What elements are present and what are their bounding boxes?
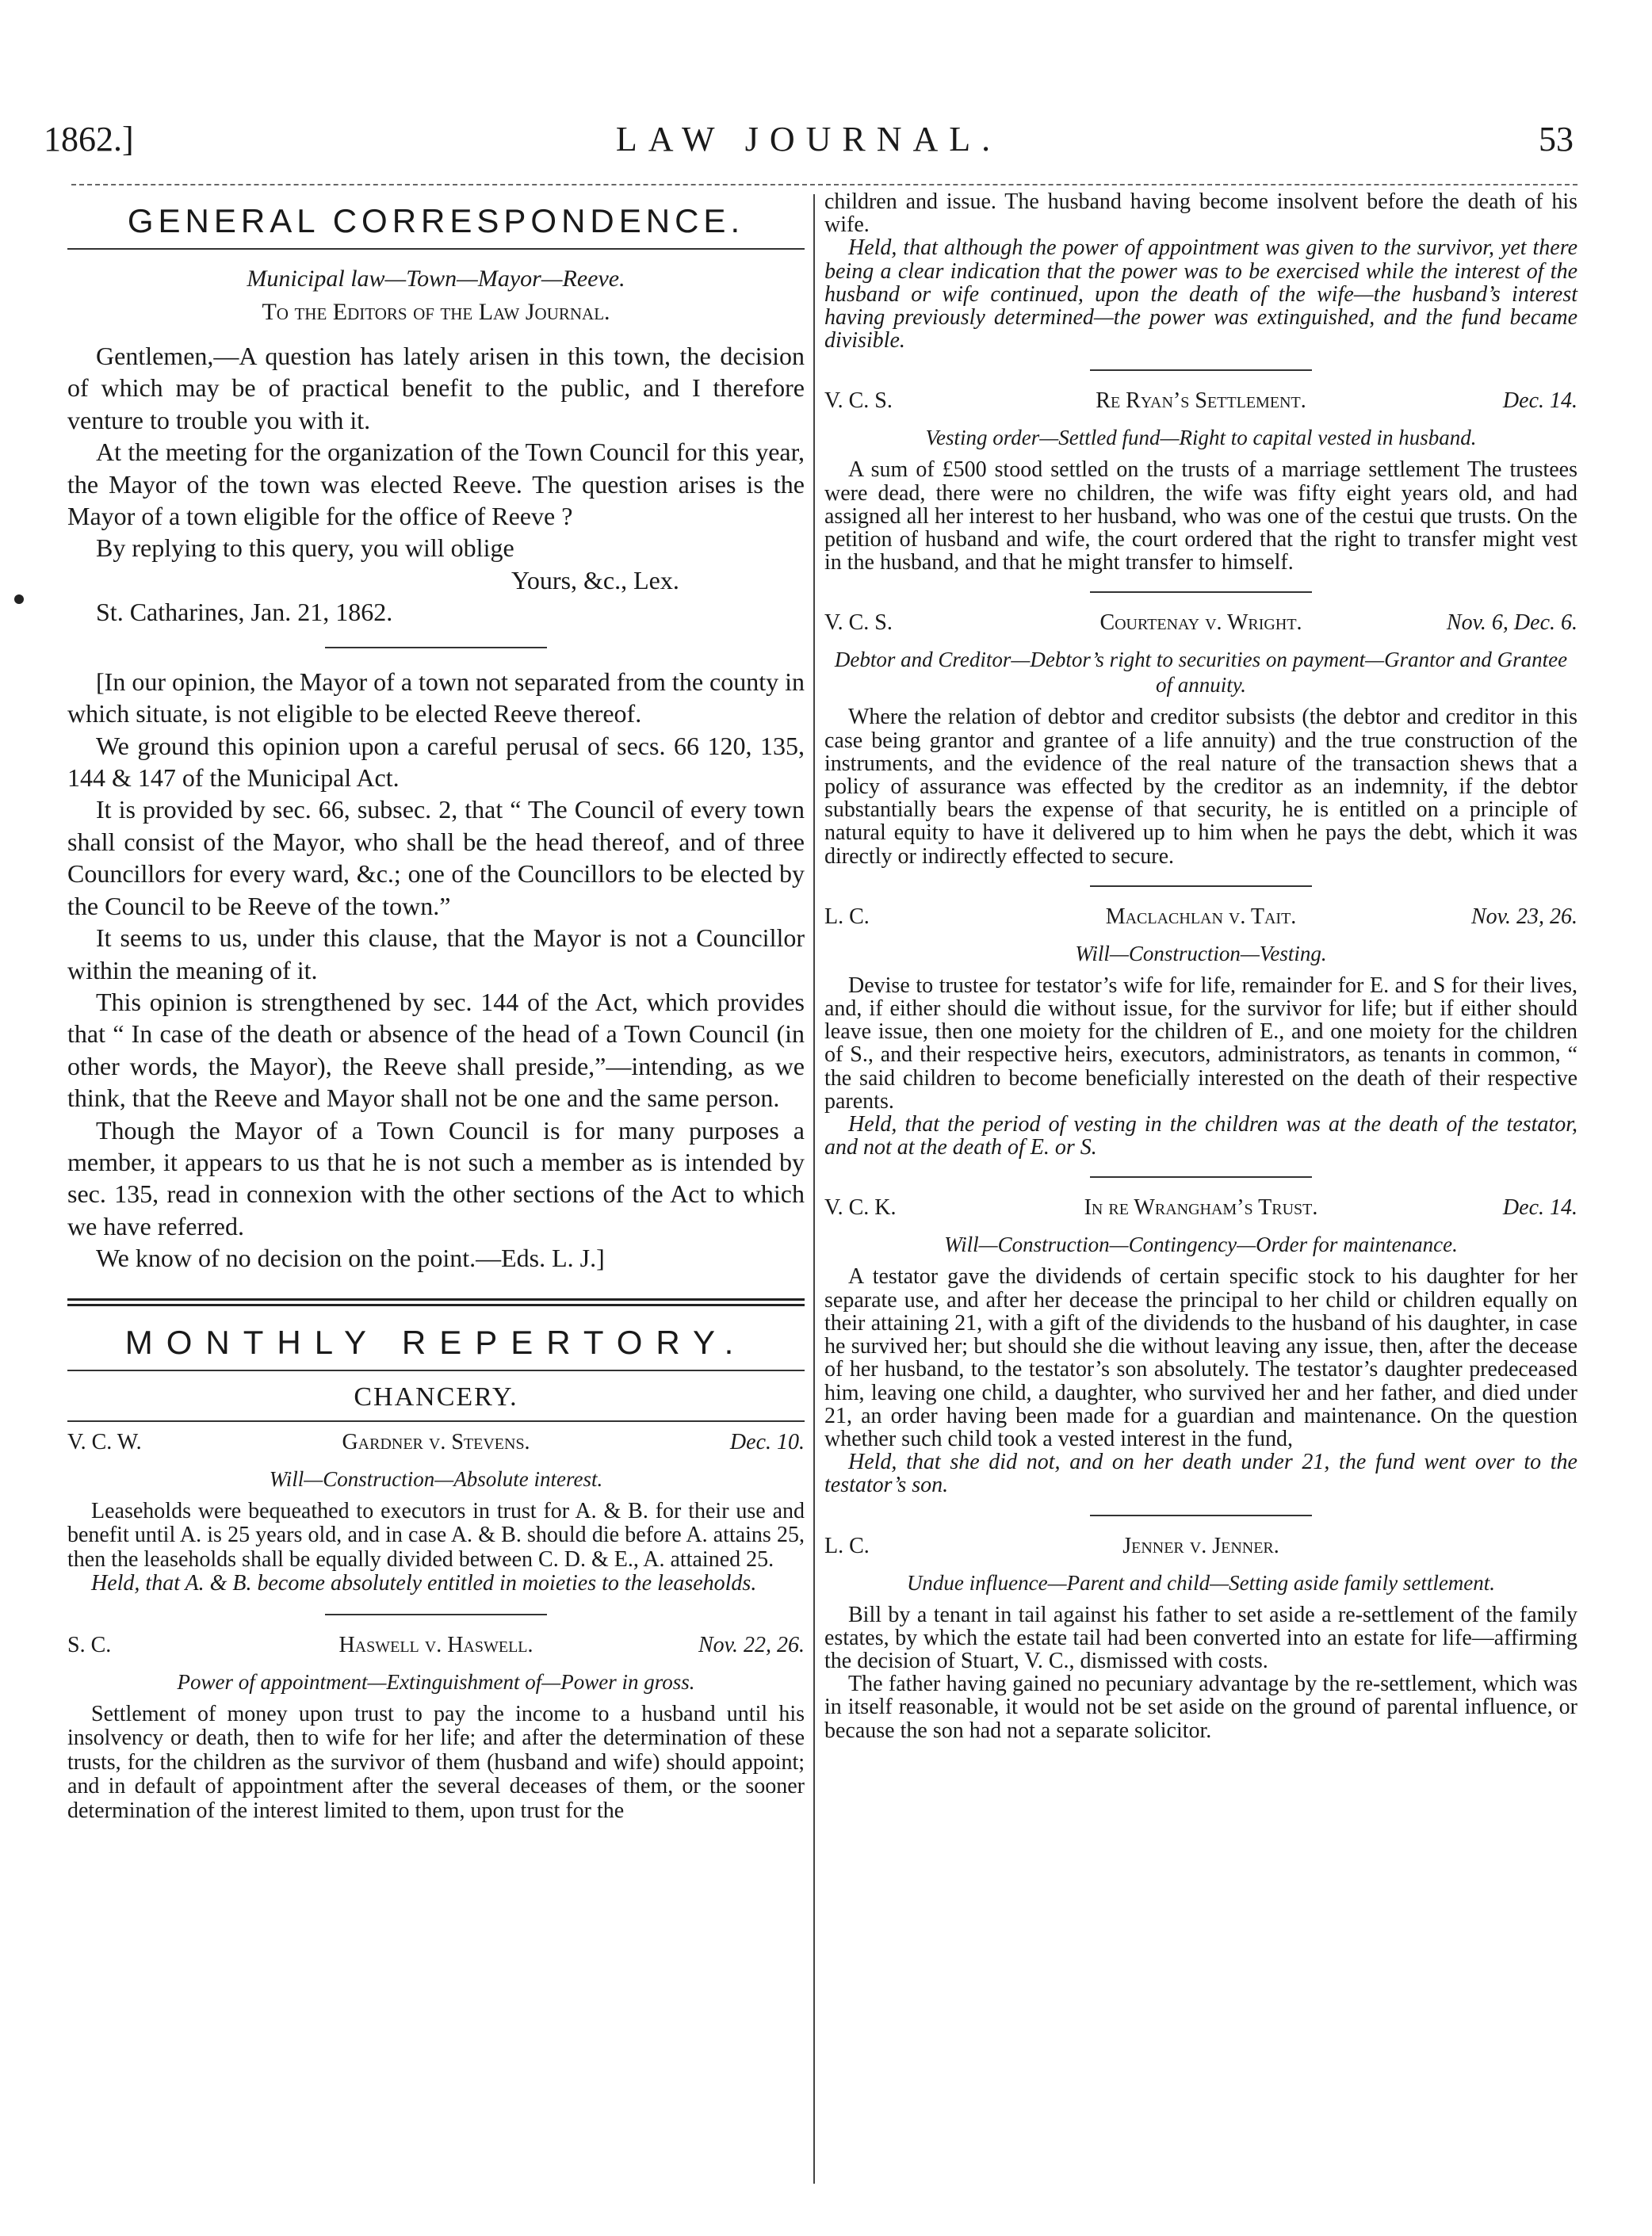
case-holding: Held, that the period of vesting in the children was at the death of the testator, and not at the death of E. or S. [824, 1112, 1577, 1160]
monthly-repertory-heading: MONTHLY REPERTORY. [124, 1323, 748, 1361]
right-column [824, 190, 1577, 1742]
case-parties: Jenner v. Jenner. [1122, 1533, 1279, 1558]
case-header [824, 610, 1577, 644]
case-header [67, 1633, 805, 1666]
ink-dot [14, 594, 24, 604]
case-header [824, 904, 1577, 938]
section-rule [67, 248, 805, 250]
case-paragraph: Leaseholds were bequeathed to executors in trust for A. & B. for their use and benefit until A. is 25 years old, and in case A. & B. should die before A. attains 25, then the leaseholds shall be equally divided between C. D. & E., A. attained 25. [67, 1498, 805, 1572]
case-date: Nov. 6, Dec. 6. [1446, 610, 1577, 636]
case-rule [1090, 1515, 1312, 1516]
column-divider [813, 194, 815, 2184]
case-paragraph: Settlement of money upon trust to pay the income to a husband until his insolvency or death, then to wife for her life; and after the determination of these trusts, for the children as the survivor of them (husband and wife) should appoint; and in default of appointment after the several deceases of them, or the sooner determination of the interest limited to them, upon trust for the [67, 1701, 805, 1823]
case-rule [1090, 1176, 1312, 1178]
header-rule [71, 184, 1577, 185]
header-title: LAW JOURNAL. [615, 120, 1002, 159]
case-rule [325, 1614, 547, 1615]
case-paragraph: Devise to trustee for testator’s wife for life, remainder for E. and S for their lives, and, if either should die without issue, for the survivor for life; but if either should leave issue, then one moiety for the children of E., and one moiety for the children of S., and their respective heirs, executors, administrators, as tenants in common, “ the said children to become beneficially interested on the death of their respective parents. [824, 973, 1577, 1114]
case-court: L. C. [824, 904, 870, 929]
case-subtitle: Will—Construction—Contingency—Order for maintenance. [944, 1233, 1458, 1257]
case-paragraph: The father having gained no pecuniary advantage by the re-settlement, which was in itself reasonable, it would not be set aside on the ground of parental influence, or because the son had not a separate solicitor. [824, 1672, 1577, 1743]
editor-reply-paragraph: This opinion is strengthened by sec. 144 of the Act, which provides that “ In case of the death or absence of the head of a Town Council (in other words, the Mayor), the Reeve shall preside,”—intending, as we think, that the Reeve and Mayor shall not be one and the same person. [67, 987, 805, 1113]
case-parties: Haswell v. Haswell. [338, 1632, 533, 1657]
section-double-rule [67, 1298, 805, 1306]
case-subtitle: Will—Construction—Absolute interest. [269, 1466, 603, 1491]
case-court: V. C. S. [824, 610, 893, 636]
letter-paragraph: By replying to this query, you will oblige [96, 533, 514, 563]
case-court: S. C. [67, 1632, 112, 1657]
editor-reply-paragraph: We ground this opinion upon a careful perusal of secs. 66 120, 135, 144 & 147 of the Municipal Act. [67, 731, 805, 793]
case-paragraph: A sum of £500 stood settled on the trusts of a marriage settlement The trustees were dead, there were no children, the wife was fifty eight years old, and had assigned all her interest to her husband, who was one of the cestui que trusts. On the petition of husband and wife, the court ordered that the right to transfer might vest in the husband, and that he might transfer to himself. [824, 457, 1577, 575]
case-holding: Held, that A. & B. become absolutely entitled in moieties to the leaseholds. [91, 1571, 757, 1596]
case-date: Dec. 14. [1502, 1195, 1577, 1221]
letter-paragraph: At the meeting for the organization of the Town Council for this year, the Mayor of the town was elected Reeve. The question arises is the Mayor of a town eligible for the office of Reeve ? [67, 438, 805, 531]
letter-dateline: St. Catharines, Jan. 21, 1862. [96, 597, 393, 626]
chancery-heading: CHANCERY. [354, 1382, 518, 1412]
case-header [824, 1195, 1577, 1229]
page-number: 53 [1539, 120, 1574, 159]
editor-reply-paragraph: [In our opinion, the Mayor of a town not separated from the county in which situate, is not eligible to be elected Reeve thereof. [67, 667, 805, 728]
case-date: Dec. 14. [1502, 388, 1577, 414]
case-parties: Courtenay v. Wright. [1099, 610, 1302, 636]
case-court: L. C. [824, 1533, 870, 1558]
running-head [44, 119, 1574, 166]
case-subtitle: Undue influence—Parent and child—Setting aside family settlement. [906, 1570, 1496, 1595]
section-rule [67, 1420, 805, 1422]
letter-salutation: To the Editors of the Law Journal. [262, 299, 610, 325]
case-paragraph: Where the relation of debtor and creditor subsists (the debtor and creditor in this case being grantor and grantee of a life annuity) and the true construction of the instruments, and the evidence of the real nature of the transaction shews that a policy of assurance was effected by the creditor as an indemnity, if the debtor substantially bears the expense of that security, he is entitled on a principle of natural equity to have it delivered up to him when he pays the debt, which it was directly or indirectly effected to secure. [824, 705, 1577, 869]
case-parties: Re Ryan’s Settlement. [1096, 388, 1306, 414]
case-subtitle: Debtor and Creditor—Debtor’s right to securities on payment—Grantor and Grantee of annuity. [834, 648, 1568, 698]
case-rule [1090, 591, 1312, 593]
section-rule [67, 1370, 805, 1371]
case-rule [1090, 885, 1312, 887]
case-paragraph: Bill by a tenant in tail against his father to set aside a re-settlement of the family estates, by which the estate tail had been converted into an estate for life—affirming the decision of Stuart, V. C., dismissed with costs. [824, 1602, 1577, 1673]
case-header [67, 1430, 805, 1463]
letter-subtitle: Municipal law—Town—Mayor—Reeve. [247, 266, 625, 292]
case-date: Dec. 10. [729, 1429, 805, 1454]
case-subtitle: Will—Construction—Vesting. [1075, 941, 1327, 965]
editor-reply-paragraph: It seems to us, under this clause, that the Mayor is not a Councillor within the meaning of it. [67, 923, 805, 984]
letter-paragraph: Gentlemen,—A question has lately arisen in this town, the decision of which may be of practical benefit to the public, and I therefore venture to trouble you with it. [67, 342, 805, 434]
header-year: 1862.] [44, 120, 134, 159]
case-date: Nov. 22, 26. [698, 1632, 805, 1657]
case-date: Nov. 23, 26. [1470, 904, 1577, 929]
case-header [824, 1534, 1577, 1567]
case-rule [1090, 369, 1312, 371]
editor-reply-paragraph: Though the Mayor of a Town Council is for many purposes a member, it appears to us that he is not such a member as is intended by sec. 135, read in connexion with the other sections of the Act to which we have referred. [67, 1115, 805, 1240]
editor-reply-paragraph: It is provided by sec. 66, subsec. 2, that “ The Council of every town shall consist of the Mayor, who shall be the head thereof, and of three Councillors for every ward, &c.; one of the Councillors to be elected by the Council to be Reeve of the town.” [67, 795, 805, 920]
case-header [824, 388, 1577, 422]
case-parties: Gardner v. Stevens. [342, 1429, 530, 1454]
case-subtitle: Power of appointment—Extinguishment of—Power in gross. [177, 1669, 695, 1694]
general-correspondence-heading: GENERAL CORRESPONDENCE. [127, 202, 745, 239]
case-holding: Held, that although the power of appointment was given to the survivor, yet there being a clear indication that the power was to be exercised while the interest of the husband or wife continued, upon the death of the wife—the husband’s interest having previously determined—the power was extinguished, and the fund became divisible. [824, 235, 1577, 354]
letter-rule [325, 647, 547, 648]
letter-signoff: Yours, &c., Lex. [511, 565, 679, 594]
case-parties: In re Wrangham’s Trust. [1084, 1195, 1318, 1221]
left-column [67, 194, 805, 1823]
case-paragraph: A testator gave the dividends of certain specific stock to his daughter for her separate use, and after her decease the principal to her child or children equally on their attaining 21, with a gift of the dividends to the husband of his daughter, in case he survived her; but should she die without leaving any issue, then, after the decease of her husband, to the testator’s son absolutely. The testator’s daughter predeceased him, leaving one child, a daughter, who survived her and her father, and died under 21, an order having been made for a guardian and maintenance. On the question whether such child took a vested interest in the fund, [824, 1264, 1577, 1451]
case-court: V. C. S. [824, 388, 893, 414]
editor-reply-paragraph: We know of no decision on the point.—Eds. L. J.] [96, 1244, 605, 1273]
case-parties: Maclachlan v. Tait. [1105, 904, 1297, 929]
case-court: V. C. K. [824, 1195, 897, 1221]
case-subtitle: Vesting order—Settled fund—Right to capital vested in husband. [925, 426, 1477, 450]
case-court: V. C. W. [67, 1429, 142, 1454]
case-holding: Held, that she did not, and on her death under 21, the fund went over to the testator’s son. [824, 1450, 1577, 1498]
case-continuation: children and issue. The husband having become insolvent before the death of his wife. [824, 189, 1577, 238]
